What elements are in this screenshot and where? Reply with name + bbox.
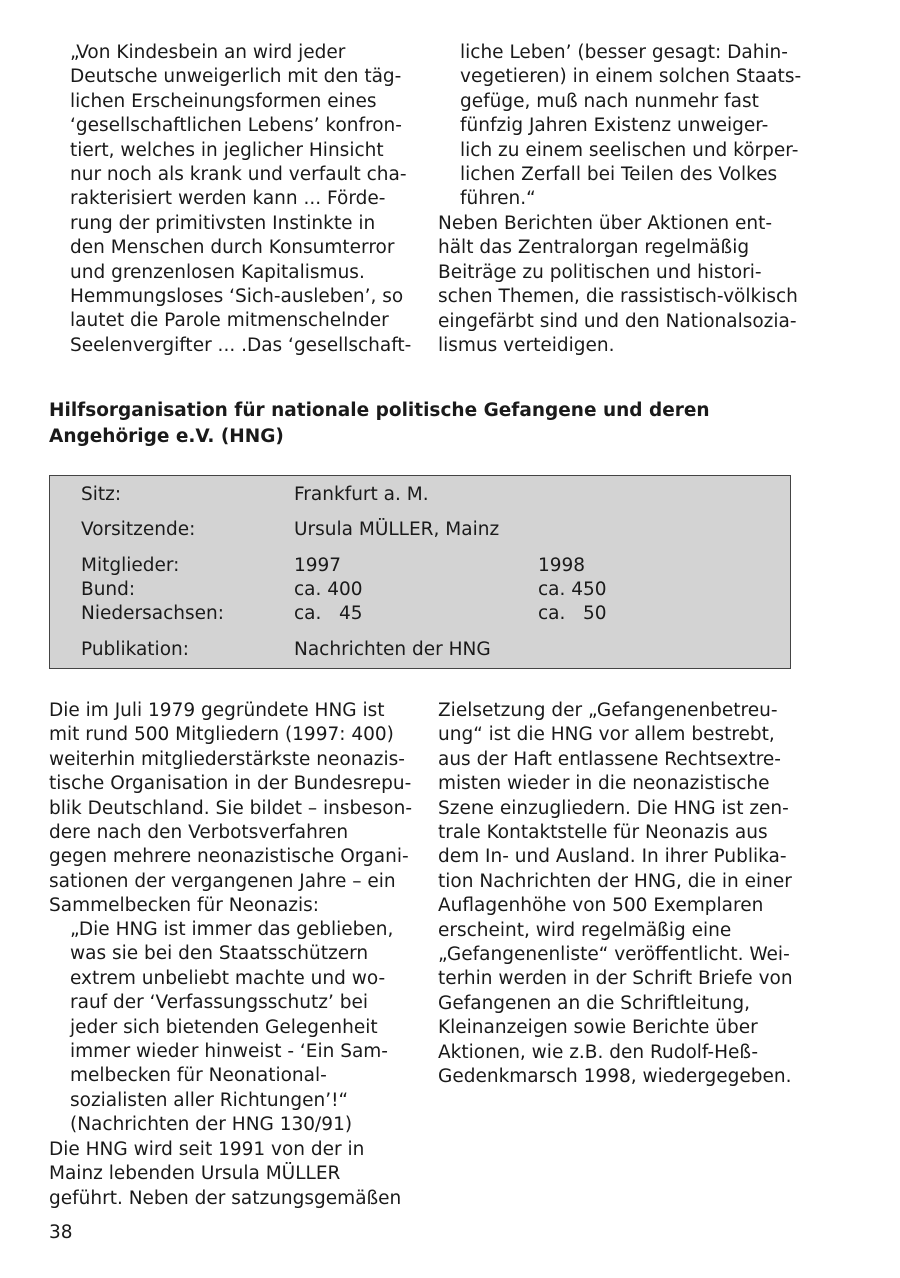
text-line: Hilfsorganisation für nationale politische Gefangene und deren [49,400,710,421]
text-line: ung“ ist die HNG vor allem bestrebt, [438,724,775,746]
text-line: Gefangenen an die Schriftleitung, [438,992,751,1014]
bund-1997: ca. 400 [294,579,363,600]
bund-1998: ca. 450 [538,579,607,600]
text-line: dem In- und Ausland. In ihrer Publika- [438,846,787,868]
year-1998: 1998 [538,555,586,576]
text-line: nur noch als krank und verfault cha- [70,164,407,186]
vorsitz-label: Vorsitzende: [81,519,196,540]
page-number: 38 [49,1222,73,1243]
text-line: melbecken für Neonational- [70,1065,327,1087]
text-line: Angehörige e.V. (HNG) [49,426,284,447]
text-line: tische Organisation in der Bundesrepu- [49,773,412,795]
text-line: geführt. Neben der satzungsgemäßen [49,1187,402,1209]
text-line: vegetieren) in einem solchen Staats- [460,66,802,88]
text-line: fünfzig Jahren Existenz unweiger- [460,115,769,137]
text-line: lichen Erscheinungsformen eines [70,90,377,112]
top-right-paragraph [438,212,798,358]
text-line: sationen der vergangenen Jahre – ein [49,870,396,892]
text-line: sozialisten aller Richtungen’!“ [70,1089,349,1111]
text-line: aus der Haft entlassene Rechtsextre- [438,748,781,770]
sitz-label: Sitz: [81,484,122,505]
text-line: Beiträge zu politischen und histori- [438,261,762,283]
text-line: (Nachrichten der HNG 130/91) [70,1114,353,1136]
text-line: Aktionen, wie z.B. den Rudolf-Heß- [438,1041,759,1063]
text-line: erscheint, wird regelmäßig eine [438,919,732,941]
text-line: Gedenkmarsch 1998, wiedergegeben. [438,1066,792,1088]
text-line: und grenzenlosen Kapitalismus. [70,261,365,283]
vorsitz-value: Ursula MÜLLER, Mainz [294,519,500,540]
organization-info-box [49,475,791,669]
text-line: „Von Kindesbein an wird jeder [70,42,346,63]
text-line: extrem unbeliebt machte und wo- [70,967,386,989]
text-line: „Die HNG ist immer das geblieben, [70,919,394,940]
text-line: Sammelbecken für Neonazis: [49,895,320,917]
text-line: weiterhin mitgliederstärkste neonazis- [49,748,405,770]
nds-label: Niedersachsen: [81,603,224,624]
text-line: Seelenvergifter ... .Das ‘gesellschaft- [70,334,412,356]
top-left-quote [70,41,411,358]
text-line: den Menschen durch Konsumterror [70,237,395,259]
text-line: dere nach den Verbotsverfahren [49,822,349,844]
text-line: Neben Berichten über Aktionen ent- [438,213,773,234]
text-line: Szene einzugliedern. Die HNG ist zen- [438,797,789,819]
text-line: rauf der ‘Verfassungsschutz’ bei [70,992,368,1014]
text-line: eingefärbt sind und den Nationalsozia- [438,310,797,332]
top-right-quote [460,41,801,212]
text-line: gegen mehrere neonazistische Organi- [49,846,409,868]
text-line: rung der primitivsten Instinkte in [70,212,376,234]
text-line: lautet die Parole mitmenschelnder [70,310,389,332]
text-line: führen.“ [460,188,536,210]
text-line: trale Kontaktstelle für Neonazis aus [438,822,768,844]
text-line: hält das Zentralorgan regelmäßig [438,237,750,259]
bottom-right-paragraph [438,699,793,1090]
bottom-left-paragraph [49,699,412,919]
year-1997: 1997 [294,555,342,576]
text-line: schen Themen, die rassistisch-völkisch [438,286,798,308]
text-line: gefüge, muß nach nunmehr fast [460,90,759,112]
bottom-left-quote [70,918,393,1138]
text-line: tion Nachrichten der HNG, die in einer [438,870,792,892]
text-line: Kleinanzeigen sowie Berichte über [438,1017,758,1039]
text-line: Die im Juli 1979 gegründete HNG ist [49,700,385,721]
nds-1998: ca. 50 [538,603,607,624]
text-line: was sie bei den Staatsschützern [70,943,369,965]
text-line: lichen Zerfall bei Teilen des Volkes [460,164,778,186]
text-line: ‘gesellschaftlichen Lebens’ konfron- [70,115,402,137]
text-line: jeder sich bietenden Gelegenheit [70,1016,378,1038]
text-line: Zielsetzung der „Gefangenenbetreu- [438,700,778,721]
text-line: misten wieder in die neonazistische [438,773,770,795]
section-heading [49,398,710,450]
publikation-value: Nachrichten der HNG [294,639,491,660]
text-line: lich zu einem seelischen und körper- [460,139,799,161]
text-line: „Gefangenenliste“ veröffentlicht. Wei- [438,944,790,966]
mitglieder-label: Mitglieder: [81,555,180,576]
bottom-left-continuation [49,1138,401,1211]
text-line: mit rund 500 Mitgliedern (1997: 400) [49,724,394,746]
text-line: blik Deutschland. Sie bildet – insbeson- [49,797,413,819]
text-line: rakterisiert werden kann ... Förde- [70,188,386,210]
text-line: tiert, welches in jeglicher Hinsicht [70,139,384,161]
text-line: terhin werden in der Schrift Briefe von [438,968,793,990]
sitz-value: Frankfurt a. M. [294,484,429,505]
text-line: Auflagenhöhe von 500 Exemplaren [438,895,764,917]
text-line: lismus verteidigen. [438,335,615,357]
text-line: immer wieder hinweist - ‘Ein Sam- [70,1041,388,1063]
publikation-label: Publikation: [81,639,189,660]
bund-label: Bund: [81,579,136,600]
text-line: liche Leben’ (besser gesagt: Dahin- [460,42,788,63]
text-line: Hemmungsloses ‘Sich-ausleben’, so [70,286,404,308]
text-line: Mainz lebenden Ursula MÜLLER [49,1163,341,1185]
text-line: Die HNG wird seit 1991 von der in [49,1139,365,1160]
text-line: Deutsche unweigerlich mit den täg- [70,66,402,88]
nds-1997: ca. 45 [294,603,363,624]
